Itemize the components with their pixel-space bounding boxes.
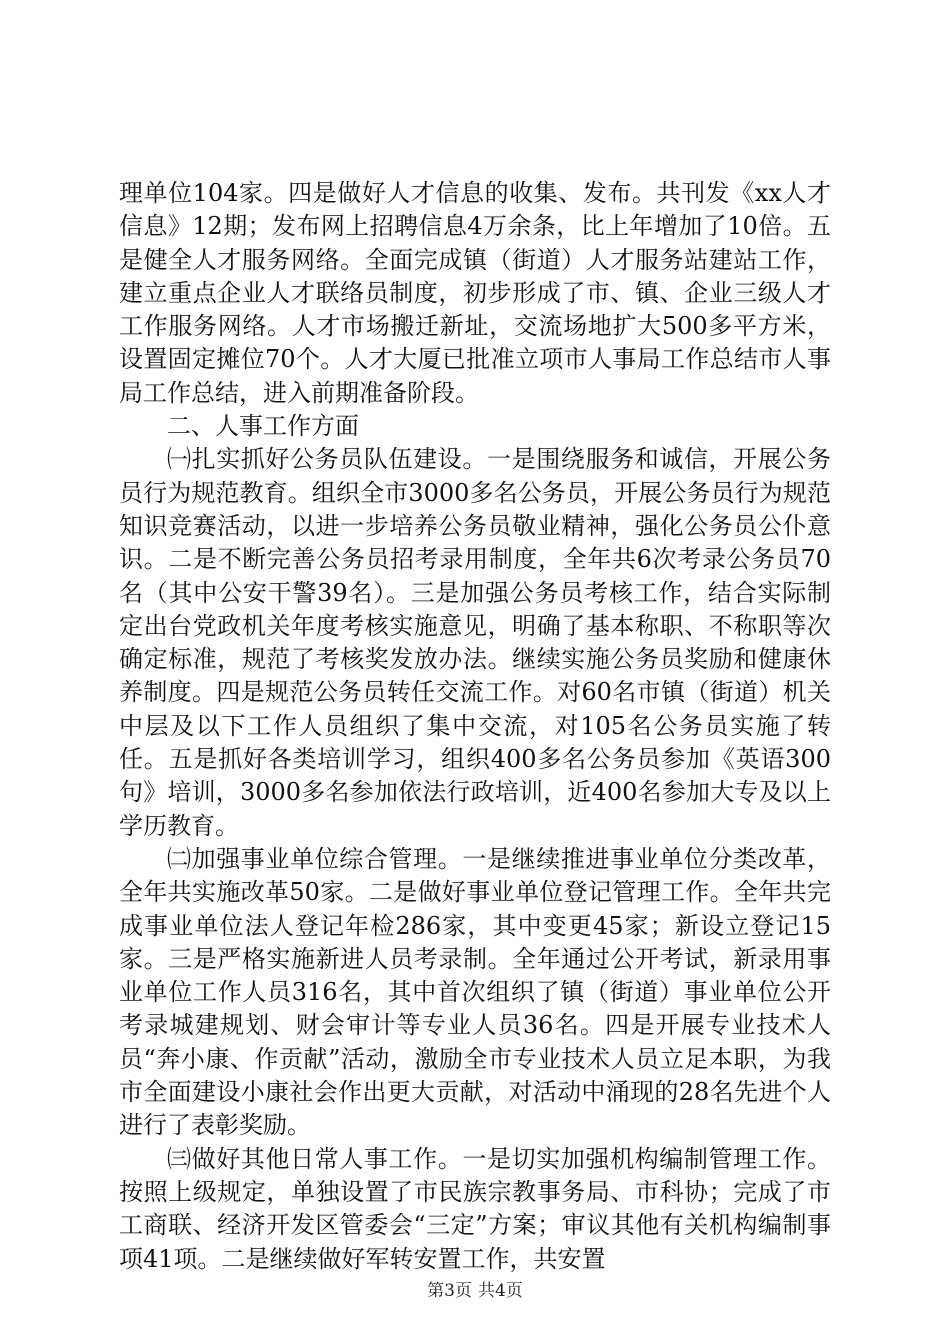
section-heading-personnel-work: 二、人事工作方面 xyxy=(167,412,359,441)
body-text xyxy=(119,177,831,1276)
paragraph-public-institutions: ㈡加强事业单位综合管理。一是继续推进事业单位分类改革，全年共实施改革50家。二是做好事业单位登记管理工作。全年共完成事业单位法人登记年检286家，其中变更45家；新设立登记15家。三是严格实施新进人员考录制。全年通过公开考试，新录用事业单位工作人员316名，其中首次组织了镇（街道）事业单位公开考录城建规划、财会审计等专业人员36名。四是开展专业技术人员“奔小康、作贡献”活动，激励全市专业技术人员立足本职，为我市全面建设小康社会作出更大贡献，对活动中涌现的28名先进个人进行了表彰奖励。 xyxy=(119,844,831,1140)
paragraph-talent-services: 理单位104家。四是做好人才信息的收集、发布。共刊发《xx人才信息》12期；发布网上招聘信息4万余条，比上年增加了10倍。五是健全人才服务网络。全面完成镇（街道）人才服务站建站工作，建立重点企业人才联络员制度，初步形成了市、镇、企业三级人才工作服务网络。人才市场搬迁新址，交流场地扩大500多平方米，设置固定摊位70个。人才大厦已批准立项市人事局工作总结市人事局工作总结，进入前期准备阶段。 xyxy=(119,179,831,407)
page-number-current: 第3页 xyxy=(427,1281,472,1301)
paragraph-daily-personnel-work: ㈢做好其他日常人事工作。一是切实加强机构编制管理工作。按照上级规定，单独设置了市民族宗教事务局、市科协；完成了市工商联、经济开发区管委会“三定”方案；审议其他有关机构编制事项41项。二是继续做好军转安置工作，共安置 xyxy=(119,1144,831,1273)
page-footer xyxy=(0,1281,950,1301)
page-number-total: 共4页 xyxy=(478,1281,523,1301)
paragraph-civil-servants: ㈠扎实抓好公务员队伍建设。一是围绕服务和诚信，开展公务员行为规范教育。组织全市3000多名公务员，开展公务员行为规范知识竞赛活动，以进一步培养公务员敬业精神，强化公务员公仆意识。二是不断完善公务员招考录用制度，全年共6次考录公务员70名（其中公安干警39名）。三是加强公务员考核工作，结合实际制定出台党政机关年度考核实施意见，明确了基本称职、不称职等次确定标准，规范了考核奖发放办法。继续实施公务员奖励和健康休养制度。四是规范公务员转任交流工作。对60名市镇（街道）机关中层及以下工作人员组织了集中交流，对105名公务员实施了转任。五是抓好各类培训学习，组织400多名公务员参加《英语300句》培训，3000多名参加依法行政培训，近400名参加大专及以上学历教育。 xyxy=(119,445,831,840)
